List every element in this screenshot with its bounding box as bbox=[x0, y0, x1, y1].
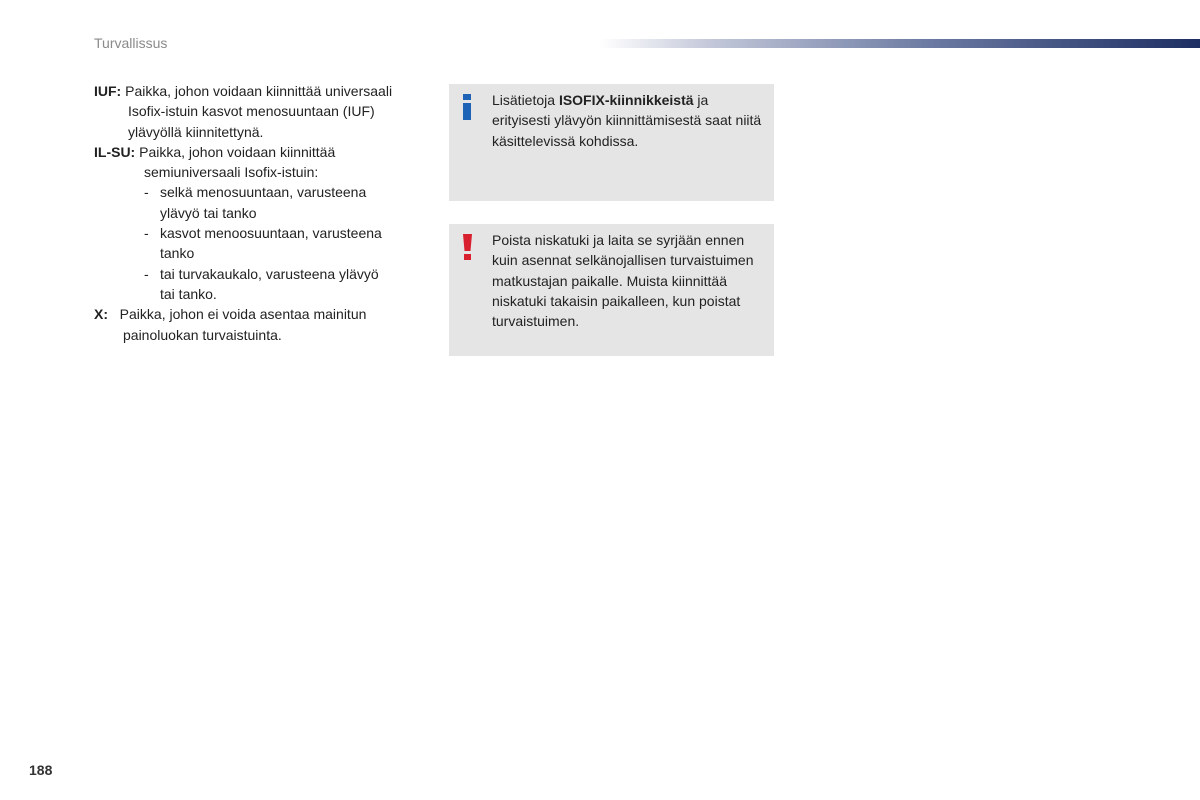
section-title: Turvallissus bbox=[94, 35, 168, 51]
bullet-dash: - bbox=[144, 184, 149, 201]
bullet-text-line: tai tanko. bbox=[160, 285, 217, 302]
definition-x bbox=[94, 304, 424, 345]
list-item bbox=[144, 264, 424, 305]
definitions-column bbox=[94, 81, 424, 345]
bullet-text-line: kasvot menoosuuntaan, varusteena bbox=[160, 225, 382, 242]
definition-text-line: Isofix-istuin kasvot menosuuntaan (IUF) bbox=[128, 103, 375, 120]
definition-text: Paikka, johon voidaan kiinnittää bbox=[135, 143, 336, 160]
bullet-dash: - bbox=[144, 225, 149, 242]
definition-term: X: bbox=[94, 306, 108, 323]
info-text-bold: ISOFIX-kiinnikkeistä bbox=[558, 92, 694, 108]
definition-il-su-first-line bbox=[94, 142, 424, 162]
definition-bullet-list bbox=[94, 182, 424, 304]
header-gradient-bar bbox=[600, 39, 1200, 48]
definition-text: Paikka, johon ei voida asentaa mainitun bbox=[119, 306, 367, 323]
bullet-text-line: tanko bbox=[160, 245, 195, 262]
bullet-text-line: ylävyö tai tanko bbox=[160, 204, 257, 221]
info-text-part: ja erityisesti ylävyön kiinnittämisestä saat niitä käsittelevissä kohdissa. bbox=[492, 92, 762, 149]
info-text-part: Lisätietoja bbox=[492, 92, 559, 108]
definition-il-su bbox=[94, 142, 424, 304]
definition-text-line: painoluokan turvaistuinta. bbox=[123, 326, 282, 343]
info-text bbox=[492, 90, 767, 151]
list-item bbox=[144, 182, 424, 223]
page-number: 188 bbox=[29, 762, 53, 778]
definition-text-line: ylävyöllä kiinnitettynä. bbox=[128, 123, 264, 140]
definition-iuf-first-line bbox=[94, 81, 424, 101]
warning-box bbox=[449, 224, 774, 356]
bullet-text-line: tai turvakaukalo, varusteena ylävyö bbox=[160, 265, 379, 282]
exclamation-icon bbox=[461, 234, 475, 260]
info-icon bbox=[461, 94, 475, 120]
definition-text-line: semiuniversaali Isofix-istuin: bbox=[144, 164, 319, 181]
info-box bbox=[449, 84, 774, 201]
definition-iuf bbox=[94, 81, 424, 142]
definition-term: IUF: bbox=[94, 83, 122, 99]
bullet-text-line: selkä menosuuntaan, varusteena bbox=[160, 184, 367, 201]
list-item bbox=[144, 223, 424, 264]
warning-text: Poista niskatuki ja laita se syrjään ennen kuin asennat selkänojallisen turvaistuimen matkustajan paikalle. Muista kiinnittää niskatuki takaisin paikalleen, kun poistat turvaistuimen. bbox=[492, 232, 754, 330]
definition-x-first-line bbox=[94, 304, 424, 324]
definition-term: IL-SU: bbox=[94, 143, 136, 160]
definition-text: Paikka, johon voidaan kiinnittää universaali bbox=[121, 83, 393, 99]
bullet-dash: - bbox=[144, 265, 149, 282]
